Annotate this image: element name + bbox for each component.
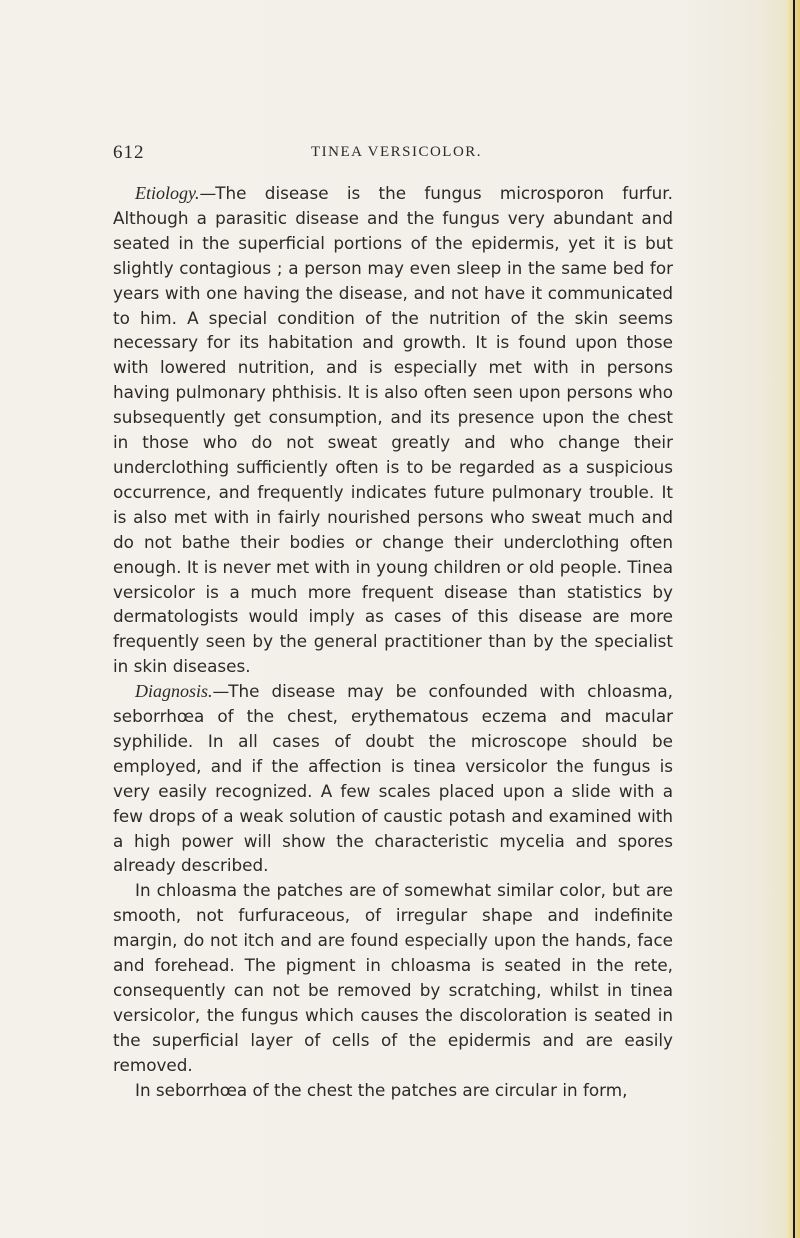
page-number: 612 xyxy=(113,142,145,163)
paragraph-text: In chloasma the patches are of somewhat similar color, but are smooth, not furfuraceous, of irregular shape and indefinite margin, do not itch and are found especially upon the hands, face and forehead. The pigment in chloasma is seated in the rete, consequently can not be removed by scratching, whilst in tinea versicolor, the fungus which causes the discoloration is seated in the superficial layer of cells of the epidermis and are easily removed. xyxy=(113,880,673,1075)
paragraph-seborrhoea xyxy=(113,1078,673,1103)
paragraph-chloasma xyxy=(113,878,673,1077)
section-lead-diagnosis: Diagnosis. xyxy=(135,681,213,702)
paragraph-text: The disease may be confounded with chloasma, seborrhœa of the chest, erythematous eczema and macular syphilide. In all cases of doubt the microscope should be employed, and if the affection is tinea versicolor the fungus is very easily recognized. A few scales placed upon a slide with a few drops of a weak solution of caustic potash and examined with a high power will show the characteristic mycelia and spores already described. xyxy=(113,681,673,876)
paragraph-etiology xyxy=(113,181,673,679)
page-header xyxy=(113,142,673,166)
paragraph-text: In seborrhœa of the chest the patches are circular in form, xyxy=(135,1079,628,1100)
paragraph-text: The disease is the fungus microsporon furfur. Although a parasitic disease and the fungus very abundant and seated in the superficial portions of the epidermis, yet it is but slightly contagious ; a person may even sleep in the same bed for years with one having the disease, and not have it communicated to him. A special condition of the nutrition of the skin seems necessary for its habitation and growth. It is found upon those with lowered nutrition, and is especially met with in persons having pulmonary phthisis. It is also often seen upon persons who subsequently get consumption, and its presence upon the chest in those who do not sweat greatly and who change their underclothing sufficiently often is to be regarded as a suspicious occurrence, and frequently indicates future pulmonary trouble. It is also met with in fairly nourished persons who sweat much and do not bathe their bodies or change their underclothing often enough. It is never met with in young children or old people. Tinea versicolor is a much more frequent disease than statistics by dermatologists would imply as cases of this disease are more frequently seen by the general practitioner than by the specialist in skin diseases. xyxy=(113,183,673,677)
em-dash: — xyxy=(199,183,216,203)
running-head: TINEA VERSICOLOR. xyxy=(311,144,483,160)
body-text xyxy=(113,181,673,1103)
section-lead-etiology: Etiology. xyxy=(135,183,200,203)
paragraph-diagnosis xyxy=(113,679,673,878)
binding-line xyxy=(793,0,795,1238)
em-dash: — xyxy=(212,681,229,702)
